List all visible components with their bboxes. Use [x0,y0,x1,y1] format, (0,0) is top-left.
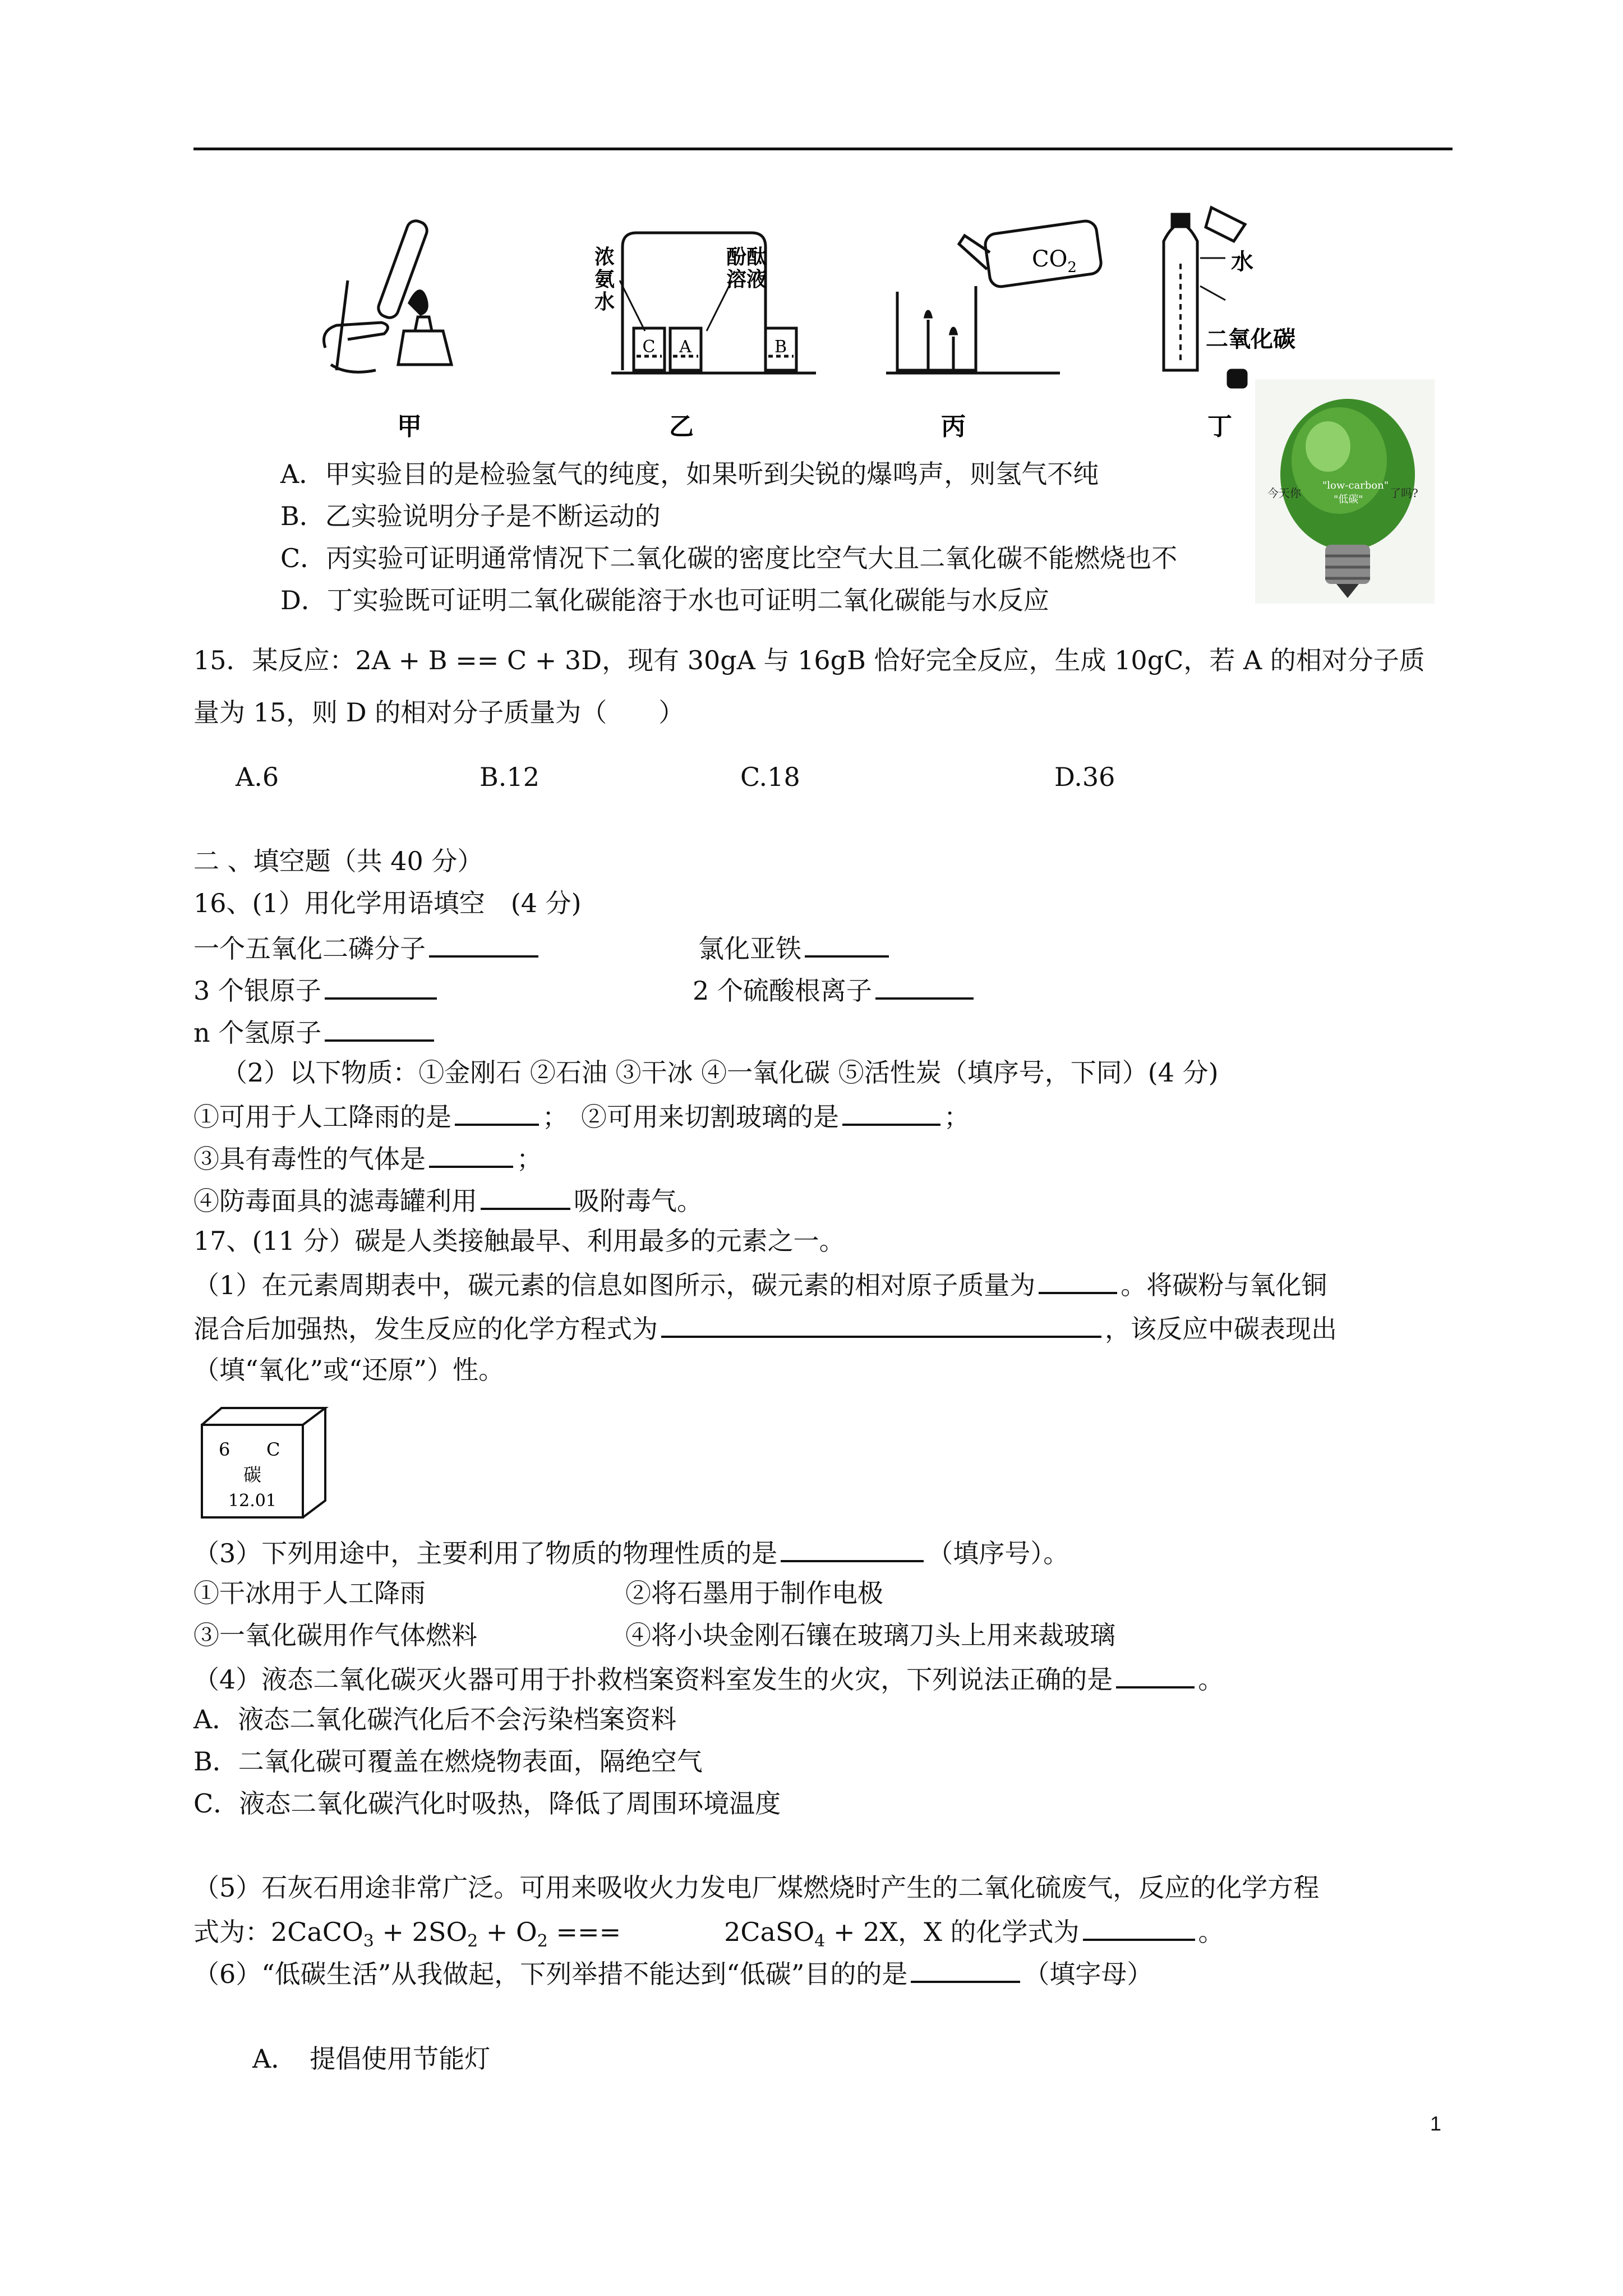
q16-p2-4: ④防毒面具的滤毒罐利用 吸附毒气。 [193,1182,703,1218]
q14-option-d: D．丁实验既可证明二氧化碳能溶于水也可证明二氧化碳能与水反应 [280,585,1049,615]
section2-title: 二 、填空题（共 40 分） [193,846,483,876]
q17-p1-line2: 混合后加强热，发生反应的化学方程式为 ，该反应中碳表现出 [193,1310,1337,1346]
q15-option-a: A.6 [236,762,279,792]
answer-blank[interactable] [911,1955,1020,1983]
q17-p3-o3: ③一氧化碳用作气体燃料 [193,1620,477,1650]
q15-line1: 15．某反应：2A + B == C + 3D，现有 30gA 与 16gB 恰好完全反应，生成 10gC，若 A 的相对分子质 [193,645,1425,675]
q17-p1-line1: （1）在元素周期表中，碳元素的信息如图所示，碳元素的相对原子质量为 。将碳粉与氧化铜 [193,1266,1327,1302]
answer-blank[interactable] [661,1310,1101,1338]
q17-p3-o2: ②将石墨用于制作电极 [625,1578,883,1608]
answer-blank[interactable] [842,1098,940,1126]
figure-label-jia: 甲 [397,412,422,441]
carbon-element-tile [199,1405,334,1523]
q15-option-b: B.12 [479,762,540,792]
answer-blank[interactable] [429,1140,513,1168]
answer-blank[interactable] [481,1182,570,1210]
q16-p2: （2）以下物质：①金刚石 ②石油 ③干冰 ④一氧化碳 ⑤活性炭（填序号，下同）(4 分) [222,1057,1219,1088]
q16-head: 16、(1）用化学用语填空 (4 分) [193,888,582,918]
yi-label-an: 氨 [594,268,615,291]
q17-p3-o1: ①干冰用于人工降雨 [193,1578,426,1608]
answer-blank[interactable] [455,1098,539,1126]
answer-blank[interactable] [429,930,538,958]
q17-p1-line3: （填“氧化”或“还原”）性。 [193,1355,505,1385]
answer-blank[interactable] [875,972,974,1000]
q17-p3-o4: ④将小块金刚石镶在玻璃刀头上用来裁玻璃 [625,1620,1115,1650]
q14-option-c: C．丙实验可证明通常情况下二氧化碳的密度比空气大且二氧化碳不能燃烧也不 [280,543,1178,573]
answer-blank[interactable] [805,930,889,958]
yi-label-shui: 水 [594,290,615,314]
q16-p2-3: ③具有毒性的气体是 ； [193,1140,542,1176]
q15-line2: 量为 15，则 D 的相对分子质量为（ ） [193,697,685,728]
q17-p4-o3: C．液态二氧化碳汽化时吸热，降低了周围环境温度 [193,1788,781,1819]
q17-p6-o1: A． 提倡使用节能灯 [252,2044,491,2074]
figure-ding [1164,208,1246,387]
yi-label-phenol: 酚酞 [726,245,767,269]
yi-label-solution: 溶液 [726,268,767,291]
q14-option-a: A．甲实验目的是检验氢气的纯度，如果听到尖锐的爆鸣声，则氢气不纯 [280,459,1099,489]
experiment-figure [314,202,1335,449]
figure-label-yi: 乙 [669,412,694,441]
bulb-caption-mid: "low-carbon" [1322,480,1389,491]
answer-blank[interactable] [1083,1913,1195,1941]
element-name: 碳 [243,1464,262,1485]
q14-option-b: B．乙实验说明分子是不断运动的 [280,501,661,531]
q17-p3: （3）下列用途中，主要利用了物质的物理性质的是 （填序号）。 [193,1534,1069,1570]
q17-p4-o1: A．液态二氧化碳汽化后不会污染档案资料 [193,1704,677,1734]
ding-water-label: 水 [1231,249,1253,275]
yi-beaker-a: A [679,337,691,357]
element-number: 6 [219,1439,230,1460]
bulb-caption-right: 了吗? [1390,486,1418,500]
q16-r2a: 3 个银原子 [193,972,440,1007]
bulb-caption-mid2: "低碳" [1334,494,1363,505]
q16-r1b: 氯化亚铁 [698,930,892,965]
low-carbon-bulb-image [1255,379,1435,604]
yi-beaker-b: B [774,337,787,357]
q16-r1a: 一个五氧化二磷分子 [193,930,542,965]
answer-blank[interactable] [1039,1266,1117,1294]
bulb-caption-left: 今天你 [1267,486,1301,500]
q17-head: 17、(11 分）碳是人类接触最早、利用最多的元素之一。 [193,1226,845,1256]
q17-p5-line1: （5）石灰石用途非常广泛。可用来吸收火力发电厂煤燃烧时产生的二氧化硫废气，反应的化学方程 [193,1872,1320,1903]
q16-r2b: 2 个硫酸根离子 [693,972,977,1007]
q15-option-c: C.18 [740,762,800,792]
ding-gas-label: 二氧化碳 [1206,326,1295,352]
answer-blank[interactable] [1116,1660,1195,1688]
page-number: 1 [1430,2112,1442,2135]
answer-blank[interactable] [781,1534,924,1562]
q15-option-d: D.36 [1054,762,1115,792]
figure-bing [886,220,1103,373]
answer-blank[interactable] [325,972,437,1000]
figure-jia [324,218,452,372]
q17-p4: （4）液态二氧化碳灭火器可用于扑救档案资料室发生的火灾，下列说法正确的是 。 [193,1660,1224,1696]
bing-bottle-label: $CO_2$ [1032,246,1077,276]
figure-label-ding: 丁 [1207,412,1232,441]
q17-p6: （6）“低碳生活”从我做起，下列举措不能达到“低碳”目的的是 （填字母） [193,1955,1152,1991]
header-rule [193,148,1453,150]
q17-p5-line2: 式为：2CaCO$_3$ + $2SO_2 + O_2$ === 2CaSO$_4$ + 2X，X 的化学式为 。 [193,1913,1224,1958]
figure-label-bing: 丙 [941,412,966,441]
q16-p2-1: ①可用于人工降雨的是 ； ②可用来切割玻璃的是 ； [193,1098,970,1134]
element-mass: 12.01 [228,1491,276,1511]
yi-label-nong: 浓 [594,245,615,269]
q16-r3a: n 个氢原子 [193,1014,437,1050]
answer-blank[interactable] [325,1014,434,1042]
element-symbol: C [266,1439,280,1460]
q17-p4-o2: B．二氧化碳可覆盖在燃烧物表面，隔绝空气 [193,1746,703,1777]
yi-beaker-c: C [642,337,656,357]
